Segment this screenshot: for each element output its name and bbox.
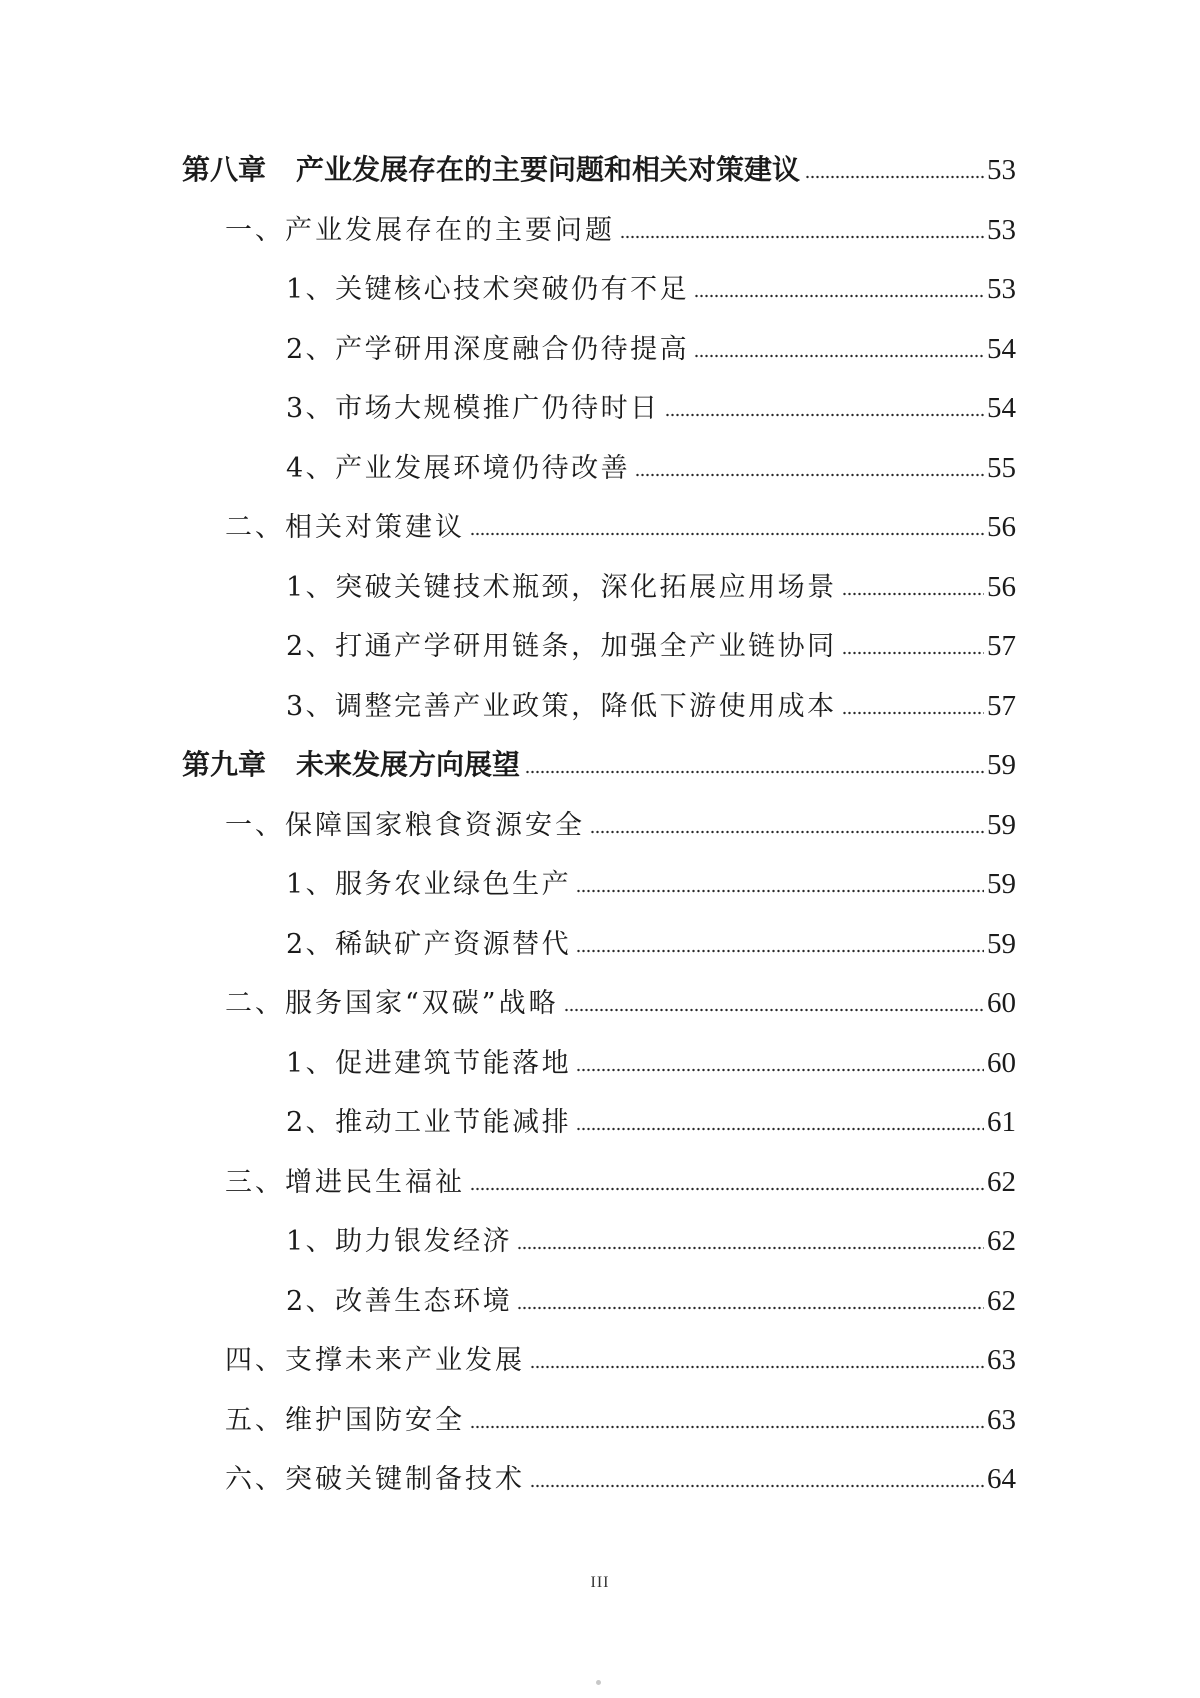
- toc-entry-label: 二、相关对策建议: [225, 512, 465, 543]
- toc-entry-label: 1、突破关键技术瓶颈，深化拓展应用场景: [286, 571, 837, 603]
- toc-page-number: 57: [987, 630, 1016, 662]
- toc-entry-label: 3、调整完善产业政策，降低下游使用成本: [286, 690, 837, 722]
- toc-entry-label: [182, 743, 520, 783]
- chapter-number: 第八章: [182, 153, 267, 186]
- toc-entry-label: 2、稀缺矿产资源替代: [286, 928, 572, 960]
- dot-leader: [530, 1365, 984, 1369]
- dot-leader: [590, 830, 984, 834]
- dot-leader: [635, 473, 984, 477]
- toc-subsection-entry: [182, 551, 1016, 611]
- toc-page-number: 59: [987, 927, 1016, 960]
- toc-entry-label: 4、产业发展环境仍待改善: [286, 452, 631, 484]
- dot-leader: [576, 949, 984, 953]
- toc-page-number: 56: [987, 570, 1016, 603]
- toc-entry-label: 五、维护国防安全: [225, 1404, 465, 1436]
- toc-entry-label: 三、增进民生福祉: [225, 1166, 465, 1198]
- toc-entry-label: 3、市场大规模推广仍待时日: [286, 393, 660, 424]
- dot-leader: [805, 175, 984, 179]
- toc-subsection-entry: [182, 1027, 1016, 1087]
- dot-leader: [517, 1246, 984, 1250]
- dot-leader: [842, 651, 984, 655]
- toc-section-entry: [182, 789, 1016, 849]
- toc-entry-label: 2、推动工业节能减排: [286, 1107, 572, 1138]
- chapter-number: 第九章: [182, 748, 267, 781]
- toc-page-number: 63: [987, 1403, 1016, 1436]
- table-of-contents: [182, 134, 1016, 1503]
- toc-entry-label: 2、打通产学研用链条，加强全产业链协同: [286, 631, 837, 662]
- toc-entry-label: 1、关键核心技术突破仍有不足: [286, 274, 690, 305]
- toc-page-number: 59: [987, 808, 1016, 841]
- toc-page-number: 63: [987, 1344, 1016, 1376]
- toc-page-number: 56: [987, 511, 1016, 543]
- toc-subsection-entry: [182, 848, 1016, 908]
- toc-subsection-entry: [182, 313, 1016, 373]
- toc-entry-label: 2、改善生态环境: [286, 1285, 513, 1317]
- toc-page-number: 61: [987, 1106, 1016, 1138]
- toc-section-entry: [182, 1146, 1016, 1206]
- toc-subsection-entry: [182, 908, 1016, 968]
- toc-entry-label: 四、支撑未来产业发展: [225, 1345, 525, 1376]
- toc-entry-label: 二、服务国家“双碳”战略: [225, 988, 559, 1019]
- toc-entry-label: 2、产学研用深度融合仍待提高: [286, 333, 690, 365]
- toc-subsection-entry: [182, 253, 1016, 313]
- toc-subsection-entry: [182, 610, 1016, 670]
- chapter-title: 产业发展存在的主要问题和相关对策建议: [296, 153, 801, 186]
- dot-leader: [576, 1127, 984, 1131]
- dot-leader: [470, 1425, 984, 1429]
- toc-entry-label: 1、助力银发经济: [286, 1226, 513, 1257]
- page-footer-number: III: [590, 1574, 610, 1591]
- toc-page-number: 62: [987, 1284, 1016, 1317]
- toc-page-number: 60: [987, 987, 1016, 1019]
- dot-leader: [694, 354, 984, 358]
- dot-leader: [576, 1068, 984, 1072]
- toc-page-number: 62: [987, 1165, 1016, 1198]
- toc-section-entry: [182, 1324, 1016, 1384]
- toc-section-entry: [182, 967, 1016, 1027]
- dot-leader: [842, 592, 984, 596]
- toc-page-number: 53: [987, 273, 1016, 305]
- toc-entry-label: 1、促进建筑节能落地: [286, 1047, 572, 1079]
- dot-leader: [517, 1306, 984, 1310]
- toc-page-number: 59: [987, 749, 1016, 781]
- toc-subsection-entry: [182, 372, 1016, 432]
- dot-leader: [564, 1008, 984, 1012]
- toc-page-number: 54: [987, 392, 1016, 424]
- toc-section-entry: [182, 194, 1016, 254]
- dot-leader: [842, 711, 984, 715]
- toc-page-number: 53: [987, 154, 1016, 186]
- toc-section-entry: [182, 1384, 1016, 1444]
- chapter-title: 未来发展方向展望: [296, 748, 521, 781]
- toc-subsection-entry: [182, 432, 1016, 492]
- toc-entry-label: 六、突破关键制备技术: [225, 1464, 525, 1495]
- toc-subsection-entry: [182, 1205, 1016, 1265]
- dot-leader: [470, 532, 984, 536]
- dot-leader: [620, 235, 984, 239]
- page-indicator-dot: [596, 1680, 601, 1685]
- toc-page-number: 64: [987, 1463, 1016, 1495]
- toc-section-entry: [182, 1443, 1016, 1503]
- toc-subsection-entry: [182, 1086, 1016, 1146]
- toc-page-number: 60: [987, 1046, 1016, 1079]
- toc-page-number: 59: [987, 868, 1016, 900]
- toc-chapter-entry: [182, 729, 1016, 789]
- toc-page-number: 55: [987, 451, 1016, 484]
- dot-leader: [694, 294, 984, 298]
- toc-section-entry: [182, 491, 1016, 551]
- toc-page-number: 62: [987, 1225, 1016, 1257]
- toc-subsection-entry: [182, 1265, 1016, 1325]
- dot-leader: [665, 413, 984, 417]
- toc-entry-label: 1、服务农业绿色生产: [286, 869, 572, 900]
- toc-page-number: 54: [987, 332, 1016, 365]
- toc-entry-label: 一、保障国家粮食资源安全: [225, 809, 585, 841]
- toc-page-number: 53: [987, 213, 1016, 246]
- toc-entry-label: [182, 148, 800, 188]
- toc-entry-label: 一、产业发展存在的主要问题: [225, 214, 615, 246]
- dot-leader: [470, 1187, 984, 1191]
- toc-subsection-entry: [182, 670, 1016, 730]
- toc-chapter-entry: [182, 134, 1016, 194]
- dot-leader: [525, 770, 984, 774]
- dot-leader: [576, 889, 984, 893]
- toc-page-number: 57: [987, 689, 1016, 722]
- dot-leader: [530, 1484, 984, 1488]
